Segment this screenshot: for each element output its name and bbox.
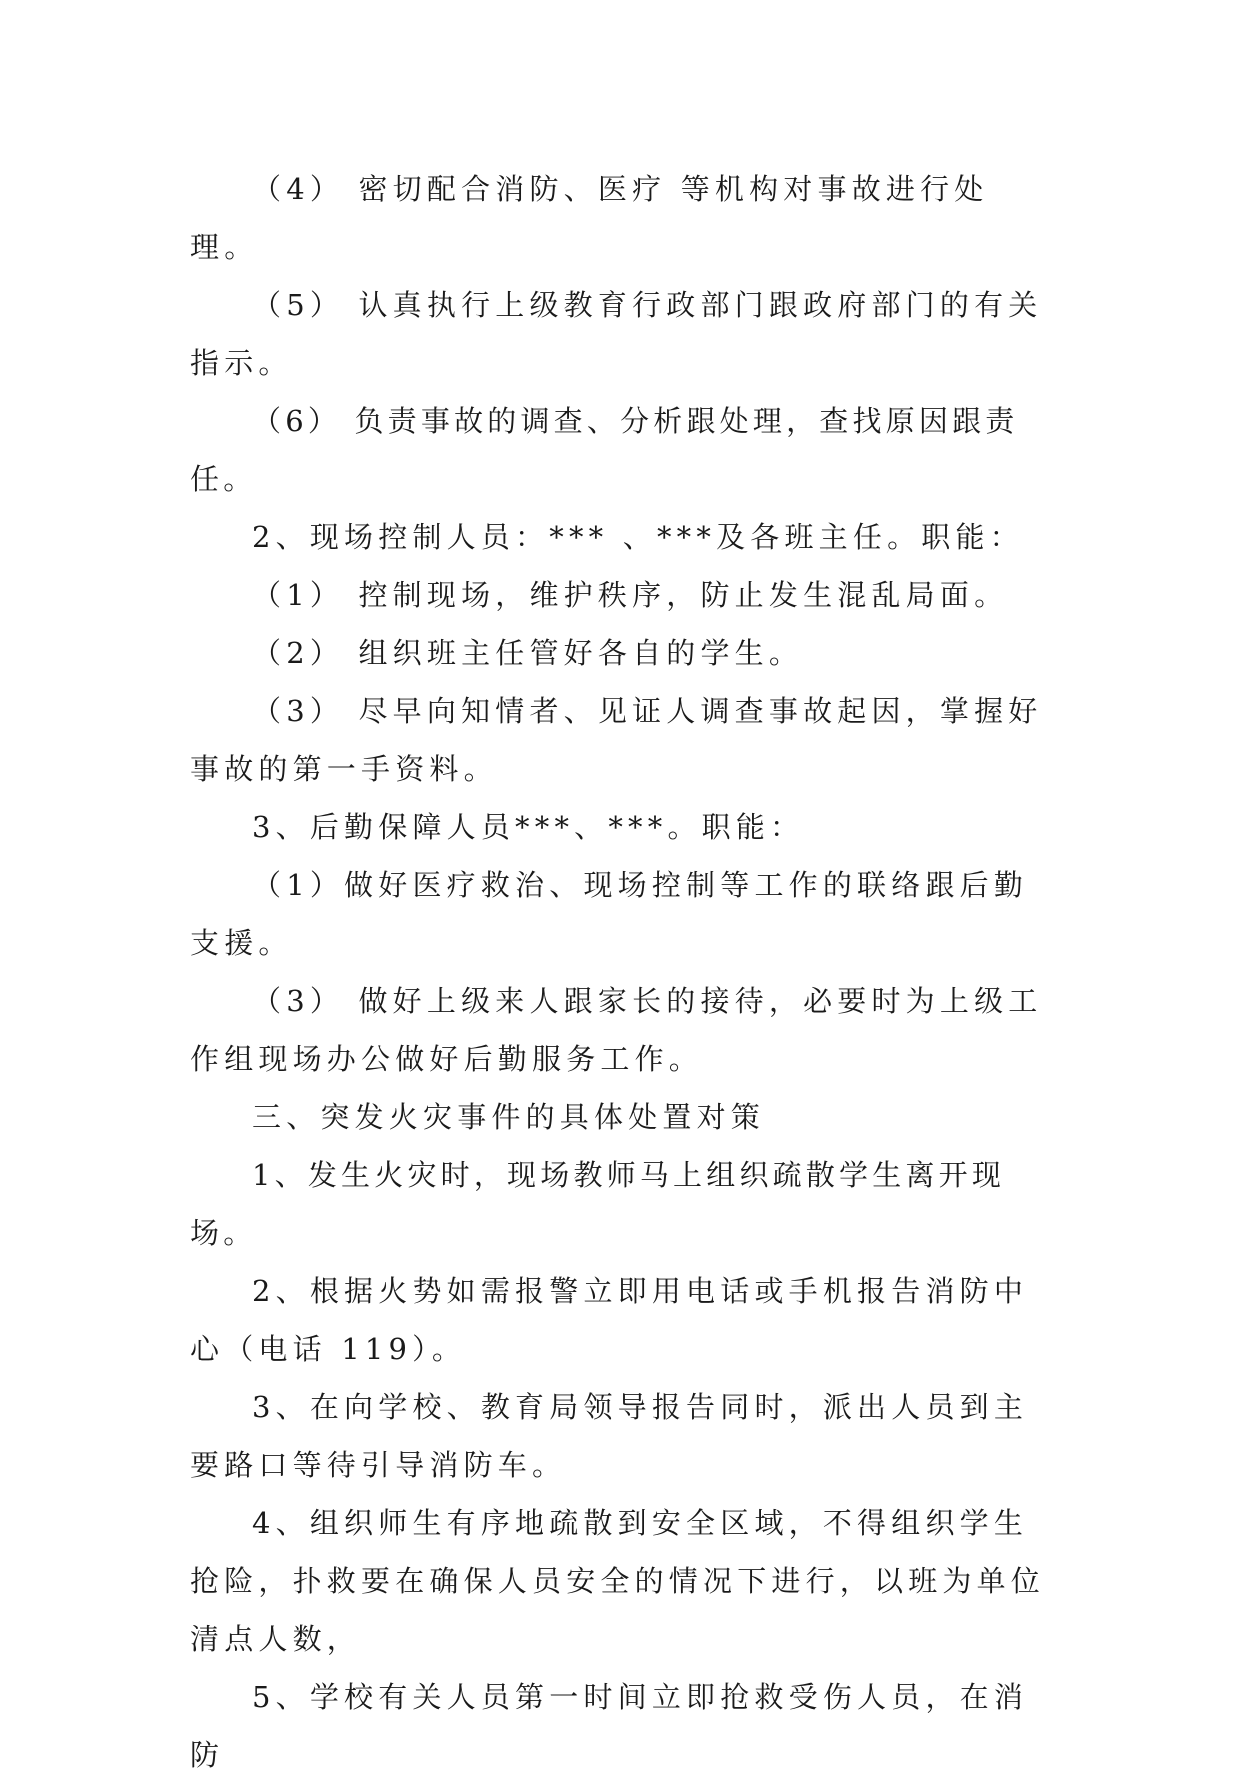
paragraph-fire-step-5: 5、学校有关人员第一时间立即抢救受伤人员，在消防 — [190, 1680, 1029, 1772]
paragraph-site-control-staff: 2、现场控制人员：*** 、***及各班主任。职能： — [252, 520, 1024, 554]
paragraph-item-3-investigate-cause: （3） 尽早向知情者、见证人调查事故起因，掌握好事故的第一手资料。 — [190, 694, 1043, 786]
paragraph-logistics-staff: 3、后勤保障人员***、***。职能： — [252, 810, 805, 844]
document-body — [190, 160, 1050, 1784]
paragraph-item-1-medical-liaison: （1）做好医疗救治、现场控制等工作的联络跟后勤支援。 — [190, 868, 1029, 960]
paragraph-item-4-coordinate-agencies: （4） 密切配合消防、医疗 等机构对事故进行处理。 — [190, 172, 989, 264]
paragraph-fire-step-1: 1、发生火灾时，现场教师马上组织疏散学生离开现场。 — [190, 1158, 1006, 1250]
paragraph-item-1-control-site: （1） 控制现场，维护秩序，防止发生混乱局面。 — [252, 578, 1009, 612]
paragraph-fire-step-3: 3、在向学校、教育局领导报告同时，派出人员到主要路口等待引导消防车。 — [190, 1390, 1029, 1482]
paragraph-item-3-reception: （3） 做好上级来人跟家长的接待，必要时为上级工作组现场办公做好后勤服务工作。 — [190, 984, 1043, 1076]
paragraph-item-5-execute-instructions: （5） 认真执行上级教育行政部门跟政府部门的有关指示。 — [190, 288, 1043, 380]
paragraph-item-6-investigate-accident: （6） 负责事故的调查、分析跟处理，查找原因跟责任。 — [190, 404, 1019, 496]
paragraph-item-2-organize-teachers: （2） 组织班主任管好各自的学生。 — [252, 636, 804, 670]
paragraph-fire-step-4: 4、组织师生有序地疏散到安全区域，不得组织学生抢险，扑救要在确保人员安全的情况下进行，以班为单位清点人数， — [190, 1506, 1046, 1656]
section-heading-fire-response: 三、突发火灾事件的具体处置对策 — [252, 1100, 766, 1134]
paragraph-fire-step-2: 2、根据火势如需报警立即用电话或手机报告消防中心（电话 119）。 — [190, 1274, 1029, 1366]
